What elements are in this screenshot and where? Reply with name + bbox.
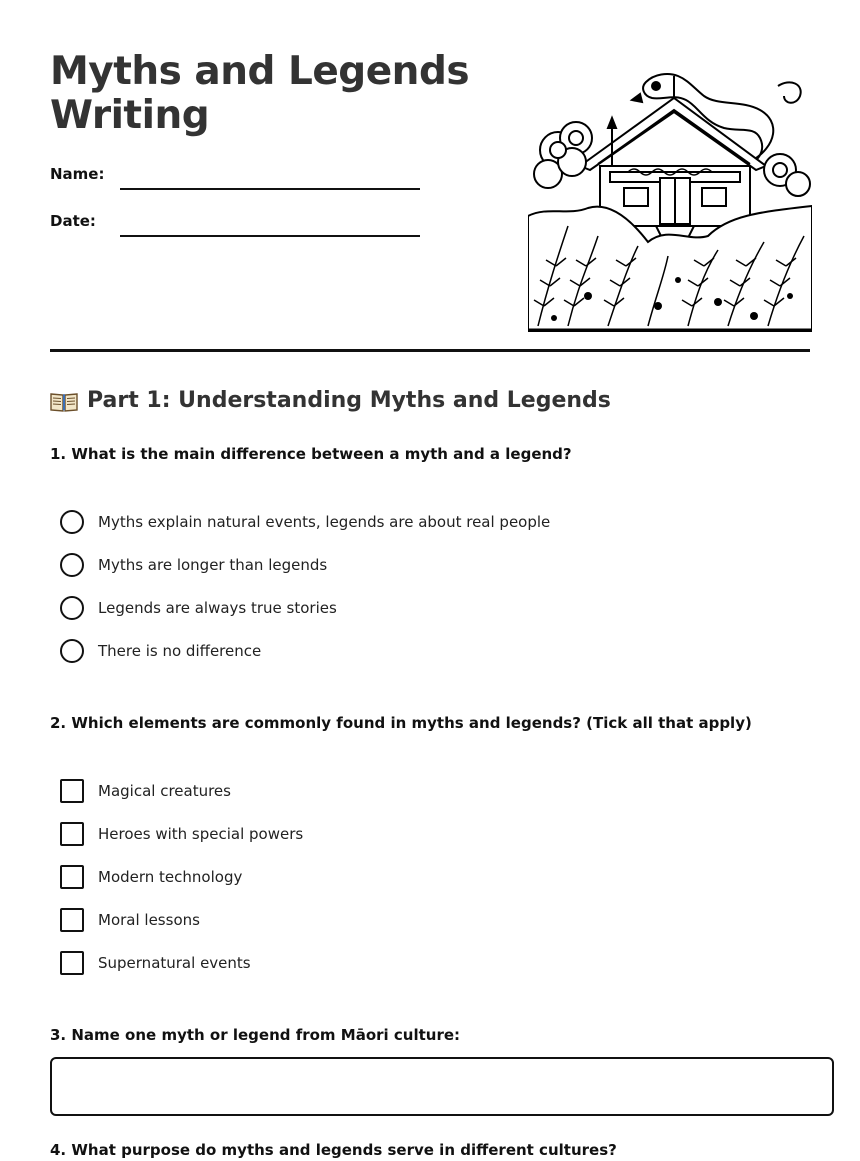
meeting-house-illustration [528, 66, 812, 332]
radio-button[interactable] [60, 553, 84, 577]
name-line[interactable] [120, 188, 420, 190]
date-label: Date: [50, 212, 96, 230]
option-label: Moral lessons [98, 911, 200, 929]
checkbox[interactable] [60, 822, 84, 846]
q2-option-1[interactable] [60, 778, 231, 804]
q1-option-3[interactable] [60, 595, 337, 621]
radio-button[interactable] [60, 596, 84, 620]
q2-option-4[interactable] [60, 907, 200, 933]
page-title [50, 50, 469, 138]
option-label: Heroes with special powers [98, 825, 304, 843]
q1-option-4[interactable] [60, 638, 261, 664]
radio-button[interactable] [60, 510, 84, 534]
option-label: Myths explain natural events, legends are about real people [98, 513, 551, 531]
q3-answer-input[interactable] [50, 1057, 834, 1116]
checkbox[interactable] [60, 951, 84, 975]
question-2: 2. Which elements are commonly found in myths and legends? (Tick all that apply) [50, 714, 752, 732]
option-label: Legends are always true stories [98, 599, 337, 617]
q2-option-2[interactable] [60, 821, 303, 847]
worksheet-page [50, 0, 810, 1159]
option-label: Modern technology [98, 868, 243, 886]
q1-option-1[interactable] [60, 509, 550, 535]
q1-option-2[interactable] [60, 552, 327, 578]
checkbox[interactable] [60, 908, 84, 932]
question-4: 4. What purpose do myths and legends serve in different cultures? [50, 1141, 617, 1159]
name-field-row [50, 160, 420, 190]
part1-heading-text: Part 1: Understanding Myths and Legends [87, 388, 611, 413]
question-3: 3. Name one myth or legend from Māori culture: [50, 1026, 461, 1044]
checkbox[interactable] [60, 865, 84, 889]
q2-option-5[interactable] [60, 950, 251, 976]
option-label: There is no difference [98, 642, 262, 660]
option-label: Myths are longer than legends [98, 556, 328, 574]
question-1: 1. What is the main difference between a myth and a legend? [50, 445, 572, 463]
open-book-icon [50, 390, 78, 412]
radio-button[interactable] [60, 639, 84, 663]
title-line-2: Writing [50, 93, 210, 138]
option-label: Magical creatures [98, 782, 231, 800]
date-line[interactable] [120, 235, 420, 237]
section-divider [50, 349, 810, 352]
worksheet-header [50, 0, 810, 352]
name-label: Name: [50, 165, 105, 183]
title-line-1: Myths and Legends [50, 49, 470, 94]
q2-option-3[interactable] [60, 864, 242, 890]
part1-heading [50, 388, 611, 413]
date-field-row [50, 207, 420, 237]
checkbox[interactable] [60, 779, 84, 803]
option-label: Supernatural events [98, 954, 251, 972]
